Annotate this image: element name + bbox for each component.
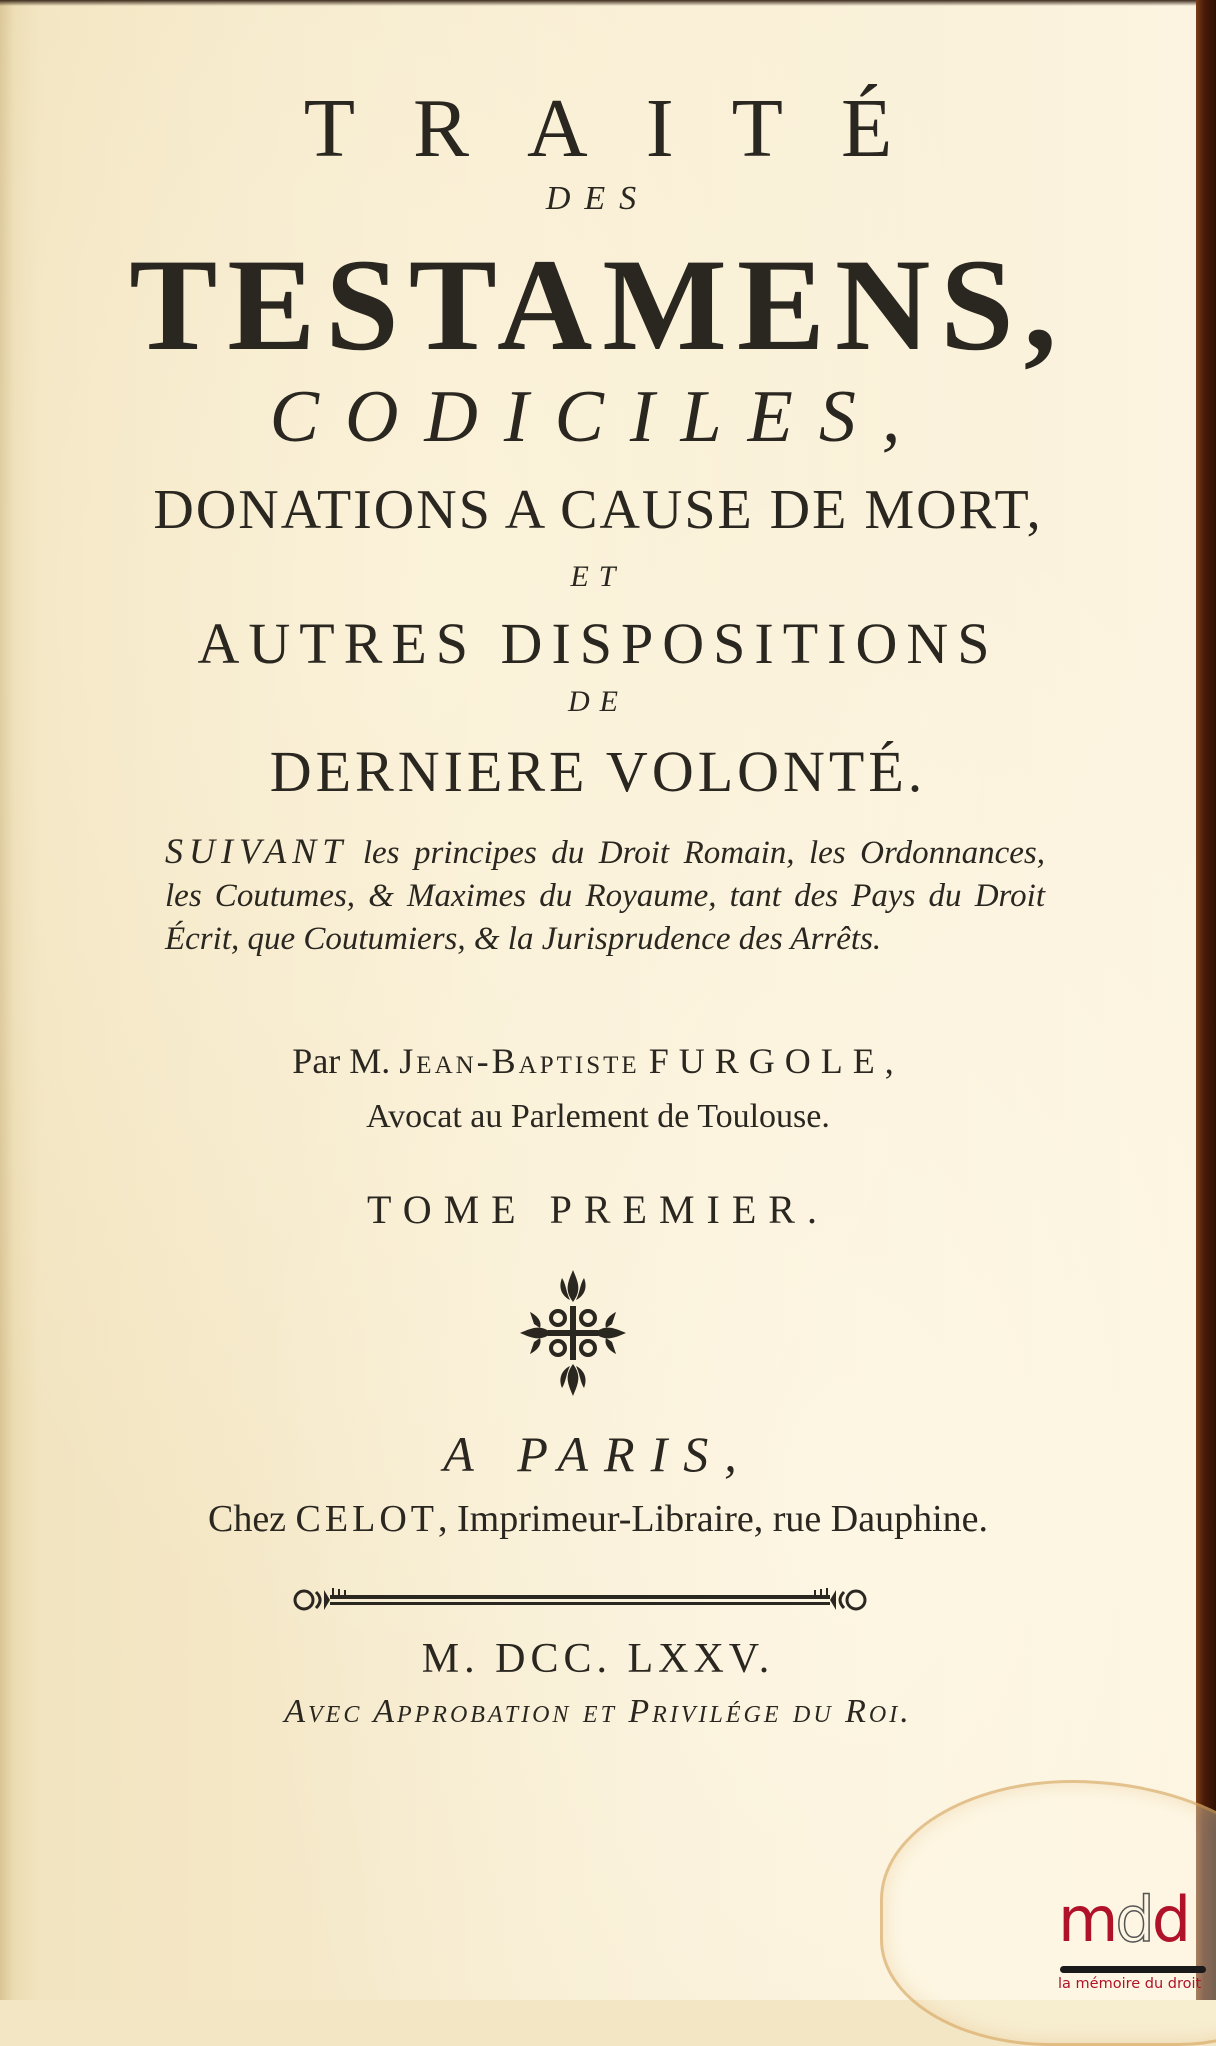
publisher-suffix: , Imprimeur-Libraire, rue Dauphine. [437, 1498, 989, 1540]
publisher-prefix: Chez [207, 1498, 287, 1540]
title-derniere-volonte: DERNIERE VOLONTÉ. [269, 739, 927, 804]
author-prefix: Par M. [292, 1041, 391, 1081]
volume-label: TOME PREMIER. [367, 1187, 829, 1232]
title-codiciles: CODICILES, [269, 376, 927, 458]
imprint-year: M. DCC. LXXV. [421, 1636, 775, 1682]
author-given-names: Jean-Baptiste [399, 1041, 640, 1081]
subtitle-paragraph [165, 830, 1045, 961]
subtitle-text: les principes du Droit Romain, les Ordonnances, les Coutumes, & Maximes du Royaume, tant des Pays du Droit Écrit, que Coutumiers, & la Jurisprudence des Arrêts. [165, 835, 1045, 957]
title-des: DES [545, 180, 651, 217]
title-donations: DONATIONS A CAUSE DE MORT, [153, 479, 1043, 541]
author-line [0, 1040, 1196, 1082]
title-autres-dispositions: AUTRES DISPOSITIONS [197, 611, 999, 676]
imprint-publisher [0, 1497, 1196, 1541]
title-de: DE [568, 685, 628, 718]
mdd-logo-mark: mdd [1058, 1883, 1189, 1956]
title-traite: TRAITÉ [303, 82, 951, 175]
book-binding-edge [1196, 0, 1216, 2000]
title-testamens: TESTAMENS, [129, 231, 1067, 378]
decorative-rule-icon [290, 1580, 870, 1620]
mdd-logo [1058, 1883, 1210, 1996]
imprint-city: A PARIS, [443, 1426, 753, 1482]
author-surname: FURGOLE, [648, 1041, 904, 1081]
page-top-edge [0, 0, 1196, 6]
author-role: Avocat au Parlement de Toulouse. [366, 1098, 830, 1135]
subtitle-lead: SUIVANT [165, 831, 349, 871]
imprint-privilege: Avec Approbation et Privilége du Roi. [284, 1693, 912, 1730]
logo-underline [1060, 1966, 1206, 1973]
logo-tagline: la mémoire du droit [1058, 1976, 1202, 1992]
publisher-name: CELOT [295, 1498, 438, 1540]
fleuron-ornament-icon [518, 1268, 628, 1398]
title-et: ET [570, 560, 626, 593]
